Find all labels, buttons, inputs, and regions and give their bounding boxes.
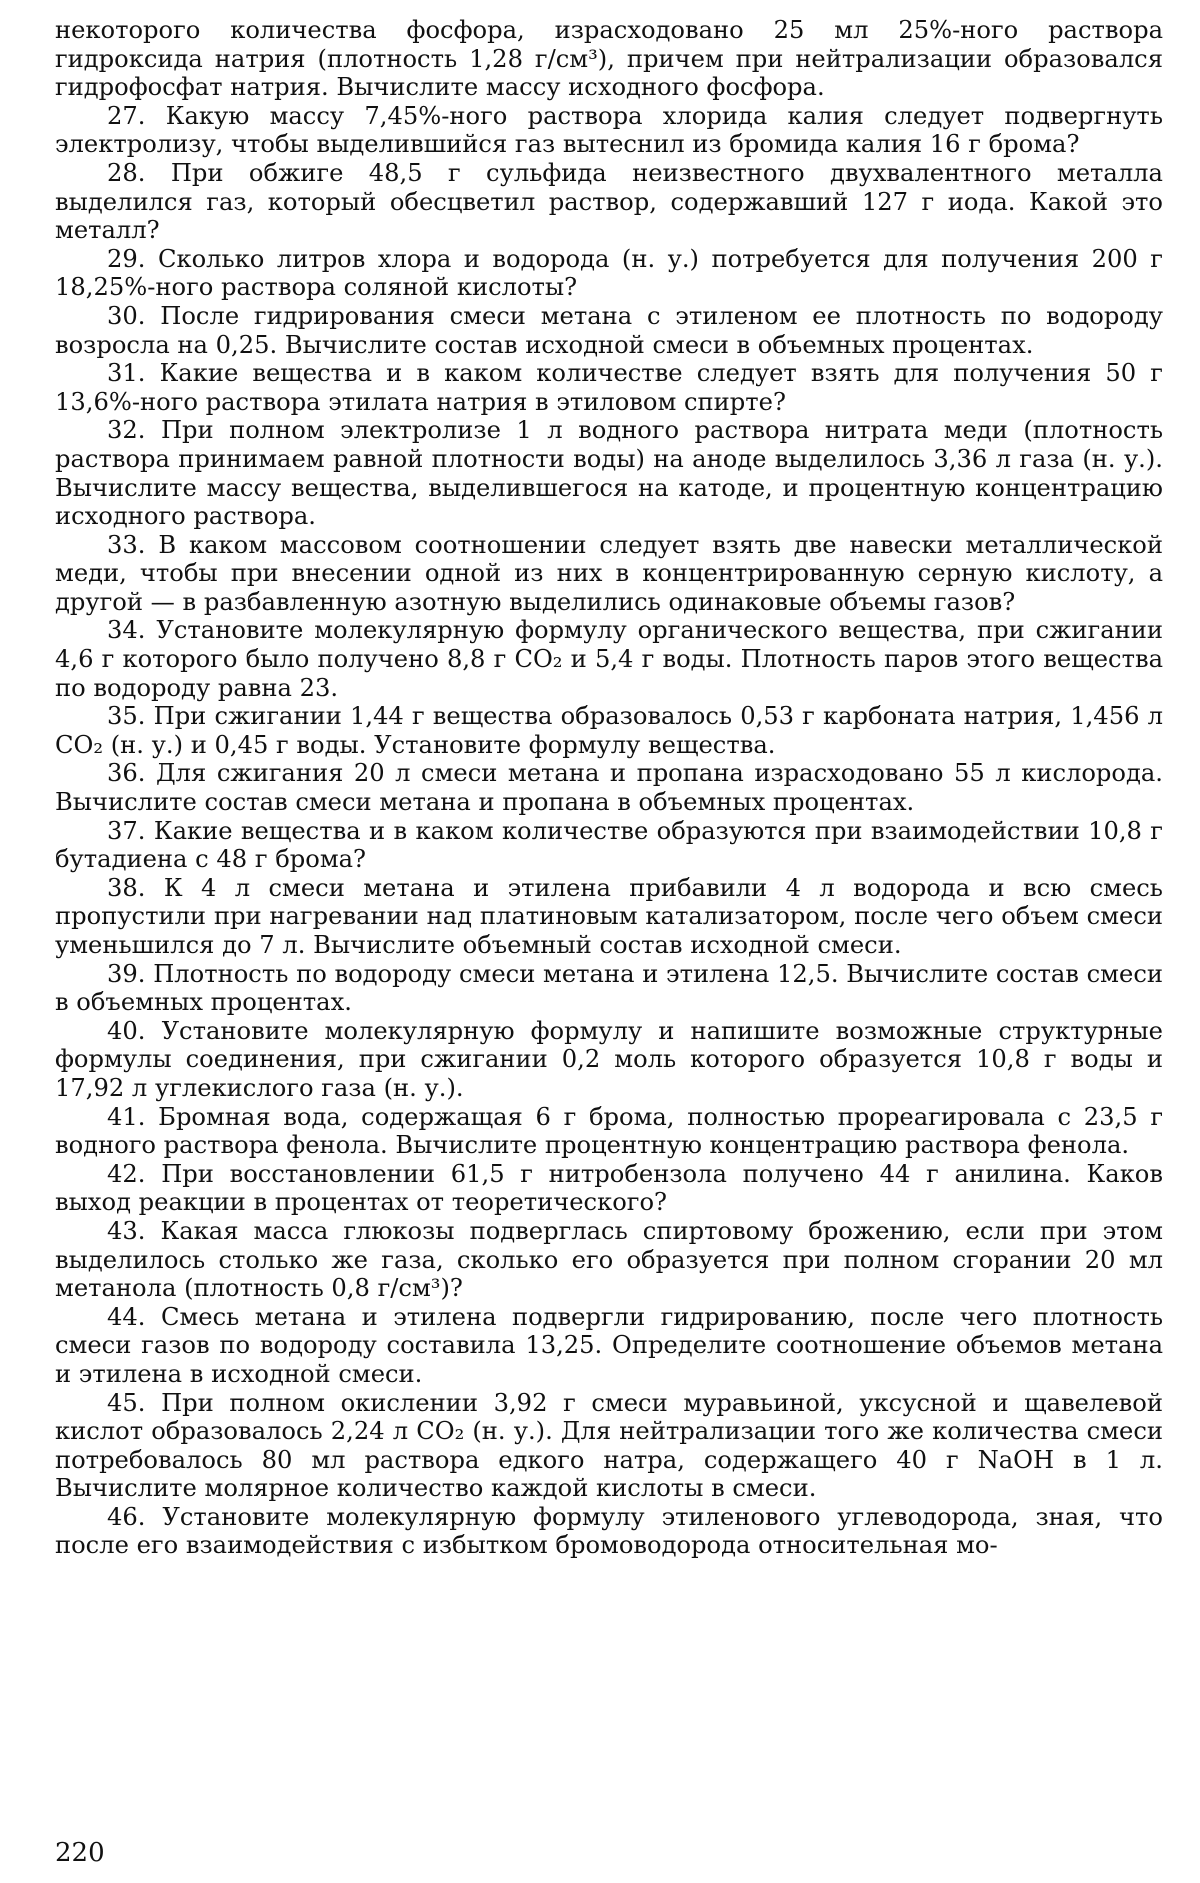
problem-text: При обжиге 48,5 г сульфида неизвестного двухвалентного металла выделился газ, который обесцветил раствор, содержавший 127 г иода. Какой это металл? — [55, 158, 1163, 245]
problem-number: 40. — [107, 1016, 146, 1045]
problem-item — [55, 1160, 1163, 1217]
problem-text: Установите молекулярную формулу органического вещества, при сжигании 4,6 г которого было получено 8,8 г CO₂ и 5,4 г воды. Плотность паров этого вещества по водороду равна 23. — [55, 616, 1163, 702]
problem-number: 43. — [107, 1216, 146, 1245]
problem-text: Смесь метана и этилена подвергли гидрированию, после чего плотность смеси газов по водороду составила 13,25. Определите соотношение объемов метана и этилена в исходной смеси. — [55, 1302, 1163, 1388]
problem-number: 28. — [107, 158, 146, 187]
problem-item — [55, 1103, 1163, 1160]
problem-text: Какие вещества и в каком количестве следует взять для получения 50 г 13,6%-ного раствора этилата натрия в этиловом спирте? — [55, 359, 1163, 416]
problem-item — [55, 359, 1163, 416]
problem-text: В каком массовом соотношении следует взять две навески металлической меди, чтобы при внесении одной из них в концентрированную серную кислоту, а другой — в разбавленную азотную выделились одинаковые объемы газов? — [55, 530, 1163, 616]
problem-item — [55, 531, 1163, 617]
problem-item — [55, 759, 1163, 816]
problem-item — [55, 817, 1163, 874]
problem-number: 29. — [107, 244, 146, 273]
problem-text: При сжигании 1,44 г вещества образовалось 0,53 г карбоната натрия, 1,456 л CO₂ (н. у.) и 0,45 г воды. Установите формулу вещества. — [55, 702, 1163, 759]
problem-text: Установите молекулярную формулу и напишите возможные структурные формулы соединения, при сжигании 0,2 моль которого образуется 10,8 г воды и 17,92 л углекислого газа (н. у.). — [55, 1016, 1163, 1102]
problem-number: 31. — [107, 359, 146, 388]
problem-text: При восстановлении 61,5 г нитробензола получено 44 г анилина. Каков выход реакции в процентах от теоретического? — [55, 1159, 1163, 1217]
problem-number: 35. — [107, 702, 146, 731]
intro-paragraph: некоторого количества фосфора, израсходовано 25 мл 25%-ного раствора гидроксида натрия (плотность 1,28 г/см³), причем при нейтрализации образовался гидрофосфат натрия. Вычислите массу исходного фосфора. — [55, 16, 1163, 102]
problem-text: Какие вещества и в каком количестве образуются при взаимодействии 10,8 г бутадиена с 48 г брома? — [55, 816, 1163, 874]
problem-item — [55, 616, 1163, 702]
problem-list — [55, 102, 1163, 1560]
problem-item — [55, 102, 1163, 159]
problem-item — [55, 874, 1163, 960]
problem-text: К 4 л смеси метана и этилена прибавили 4 л водорода и всю смесь пропустили при нагревании над платиновым катализатором, после чего объем смеси уменьшился до 7 л. Вычислите объемный состав исходной смеси. — [55, 873, 1163, 959]
problem-item — [55, 1017, 1163, 1103]
problem-text: Плотность по водороду смеси метана и этилена 12,5. Вычислите состав смеси в объемных процентах. — [55, 959, 1163, 1017]
problem-item — [55, 960, 1163, 1017]
problem-number: 30. — [107, 301, 146, 330]
problem-text: При полном окислении 3,92 г смеси муравьиной, уксусной и щавелевой кислот образовалось 2,24 л CO₂ (н. у.). Для нейтрализации того же количества смеси потребовалось 80 мл раствора едкого натра, содержащего 40 г NaOH в 1 л. Вычислите молярное количество каждой кислоты в смеси. — [55, 1388, 1163, 1503]
problem-text: Сколько литров хлора и водорода (н. у.) потребуется для получения 200 г 18,25%-ного раствора соляной кислоты? — [55, 244, 1163, 302]
problem-number: 34. — [107, 616, 146, 645]
problem-number: 38. — [107, 873, 146, 902]
problem-number: 44. — [107, 1302, 146, 1331]
problem-text: Какую массу 7,45%-ного раствора хлорида калия следует подвергнуть электролизу, чтобы выделившийся газ вытеснил из бромида калия 16 г брома? — [55, 101, 1163, 159]
problem-number: 27. — [107, 101, 146, 130]
problem-item — [55, 416, 1163, 530]
problem-item — [55, 302, 1163, 359]
problem-text: Для сжигания 20 л смеси метана и пропана израсходовано 55 л кислорода. Вычислите состав смеси метана и пропана в объемных процентах. — [55, 759, 1163, 817]
problem-item — [55, 1303, 1163, 1389]
problem-number: 41. — [107, 1102, 146, 1131]
problem-item — [55, 245, 1163, 302]
problem-text: Установите молекулярную формулу этиленового углеводорода, зная, что после его взаимодействия с избытком бромоводорода относительная мо- — [55, 1502, 1163, 1560]
problem-text: После гидрирования смеси метана с этиленом ее плотность по водороду возросла на 0,25. Вычислите состав исходной смеси в объемных процентах. — [55, 301, 1163, 359]
problem-item — [55, 1503, 1163, 1560]
problem-item — [55, 1217, 1163, 1303]
problem-number: 36. — [107, 759, 146, 788]
page-number: 220 — [55, 1838, 105, 1868]
problem-item — [55, 159, 1163, 245]
page-body — [55, 16, 1163, 1560]
problem-text: Бромная вода, содержащая 6 г брома, полностью прореагировала с 23,5 г водного раствора фенола. Вычислите процентную концентрацию раствора фенола. — [55, 1102, 1163, 1160]
problem-number: 46. — [107, 1502, 146, 1531]
problem-number: 42. — [107, 1159, 146, 1188]
problem-number: 45. — [107, 1388, 146, 1417]
problem-item — [55, 702, 1163, 759]
problem-number: 33. — [107, 530, 146, 559]
problem-text: При полном электролизе 1 л водного раствора нитрата меди (плотность раствора принимаем равной плотности воды) на аноде выделилось 3,36 л газа (н. у.). Вычислите массу вещества, выделившегося на катоде, и процентную концентрацию исходного раствора. — [55, 416, 1163, 531]
problem-number: 39. — [107, 959, 146, 988]
problem-number: 37. — [107, 816, 146, 845]
problem-item — [55, 1389, 1163, 1503]
problem-text: Какая масса глюкозы подверглась спиртовому брожению, если при этом выделилось столько же газа, сколько его образуется при полном сгорании 20 мл метанола (плотность 0,8 г/см³)? — [55, 1216, 1163, 1303]
problem-number: 32. — [107, 416, 146, 445]
